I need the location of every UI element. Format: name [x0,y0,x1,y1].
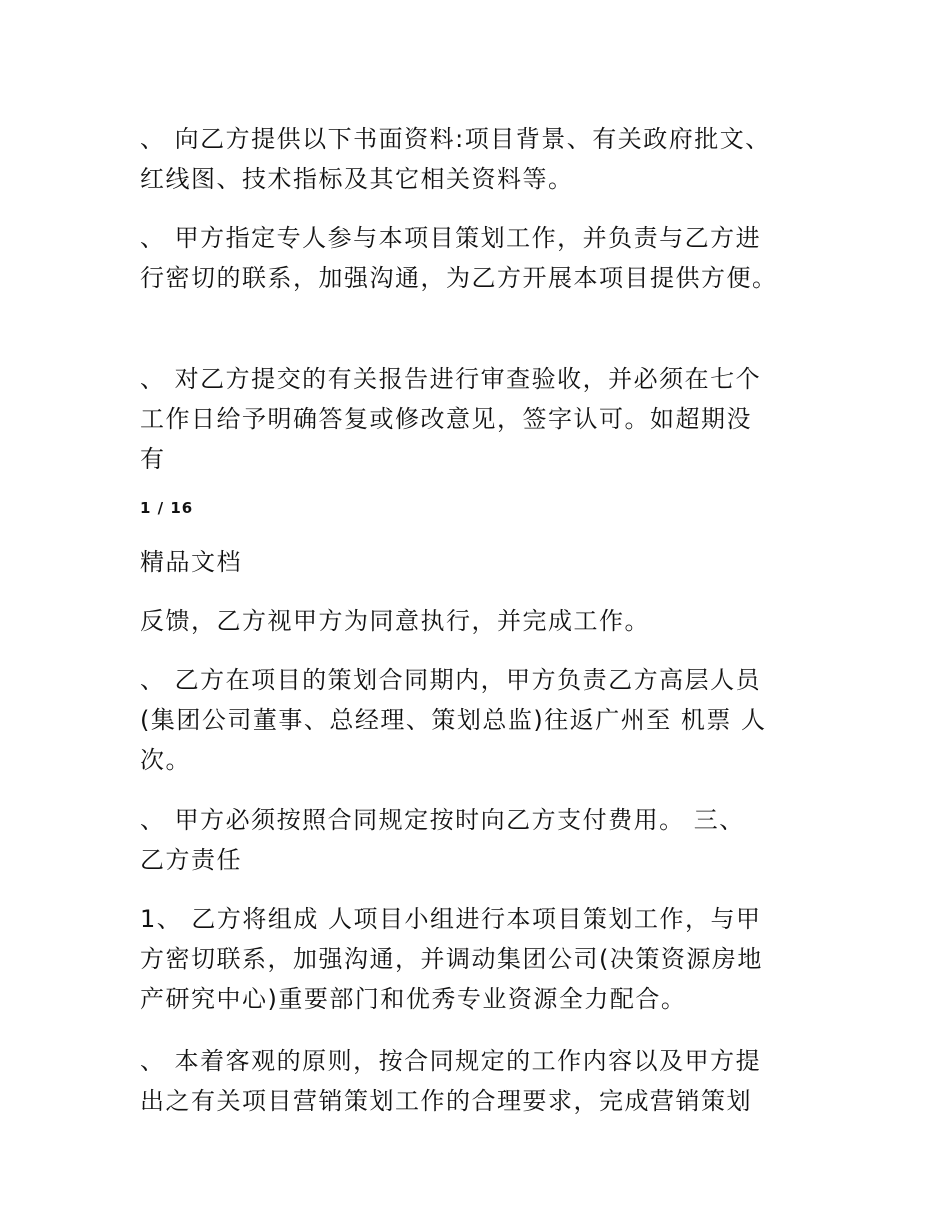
text-line: 次。 [140,746,191,774]
text-line: 、 乙方在项目的策划合同期内，甲方负责乙方高层人员 [140,666,762,694]
text-line: 工作日给予明确答复或修改意见，签字认可。如超期没 [140,405,752,433]
text-line: 、 甲方必须按照合同规定按时向乙方支付费用。 三、 [140,806,745,834]
text-line: 有 [140,445,166,473]
paragraph-review-reports [140,359,820,479]
text-line: (集团公司董事、总经理、策划总监)往返广州至 机票 人 [140,706,767,734]
text-line: 出之有关项目营销策划工作的合理要求，完成营销策划 [140,1087,752,1115]
paragraph-designate-person [140,218,820,298]
paragraph-feedback [140,601,820,641]
page-number: 1 / 16 [140,499,194,517]
paragraph-project-team [140,899,820,1019]
text-line: 、 本着客观的原则，按合同规定的工作内容以及甲方提 [140,1047,762,1075]
text-line: 行密切的联系，加强沟通，为乙方开展本项目提供方便。 [140,264,778,292]
text-line: 反馈，乙方视甲方为同意执行，并完成工作。 [140,607,650,635]
text-line: 乙方责任 [140,846,242,874]
text-line: 、 对乙方提交的有关报告进行审查验收，并必须在七个 [140,365,762,393]
text-line: 方密切联系，加强沟通，并调动集团公司(决策资源房地 [140,945,763,973]
paragraph-objective-principle [140,1041,820,1121]
text-line: 1、 乙方将组成 人项目小组进行本项目策划工作，与甲 [140,905,762,933]
text-line: 产研究中心)重要部门和优秀专业资源全力配合。 [140,985,687,1013]
text-line: 红线图、技术指标及其它相关资料等。 [140,165,574,193]
document-header-label: 精品文档 [140,548,242,576]
paragraph-provide-materials [140,119,820,199]
paragraph-travel-tickets [140,660,820,780]
paragraph-payment [140,800,820,880]
text-line: 、 甲方指定专人参与本项目策划工作，并负责与乙方进 [140,224,762,252]
text-line: 、 向乙方提供以下书面资料:项目背景、有关政府批文、 [140,125,771,153]
